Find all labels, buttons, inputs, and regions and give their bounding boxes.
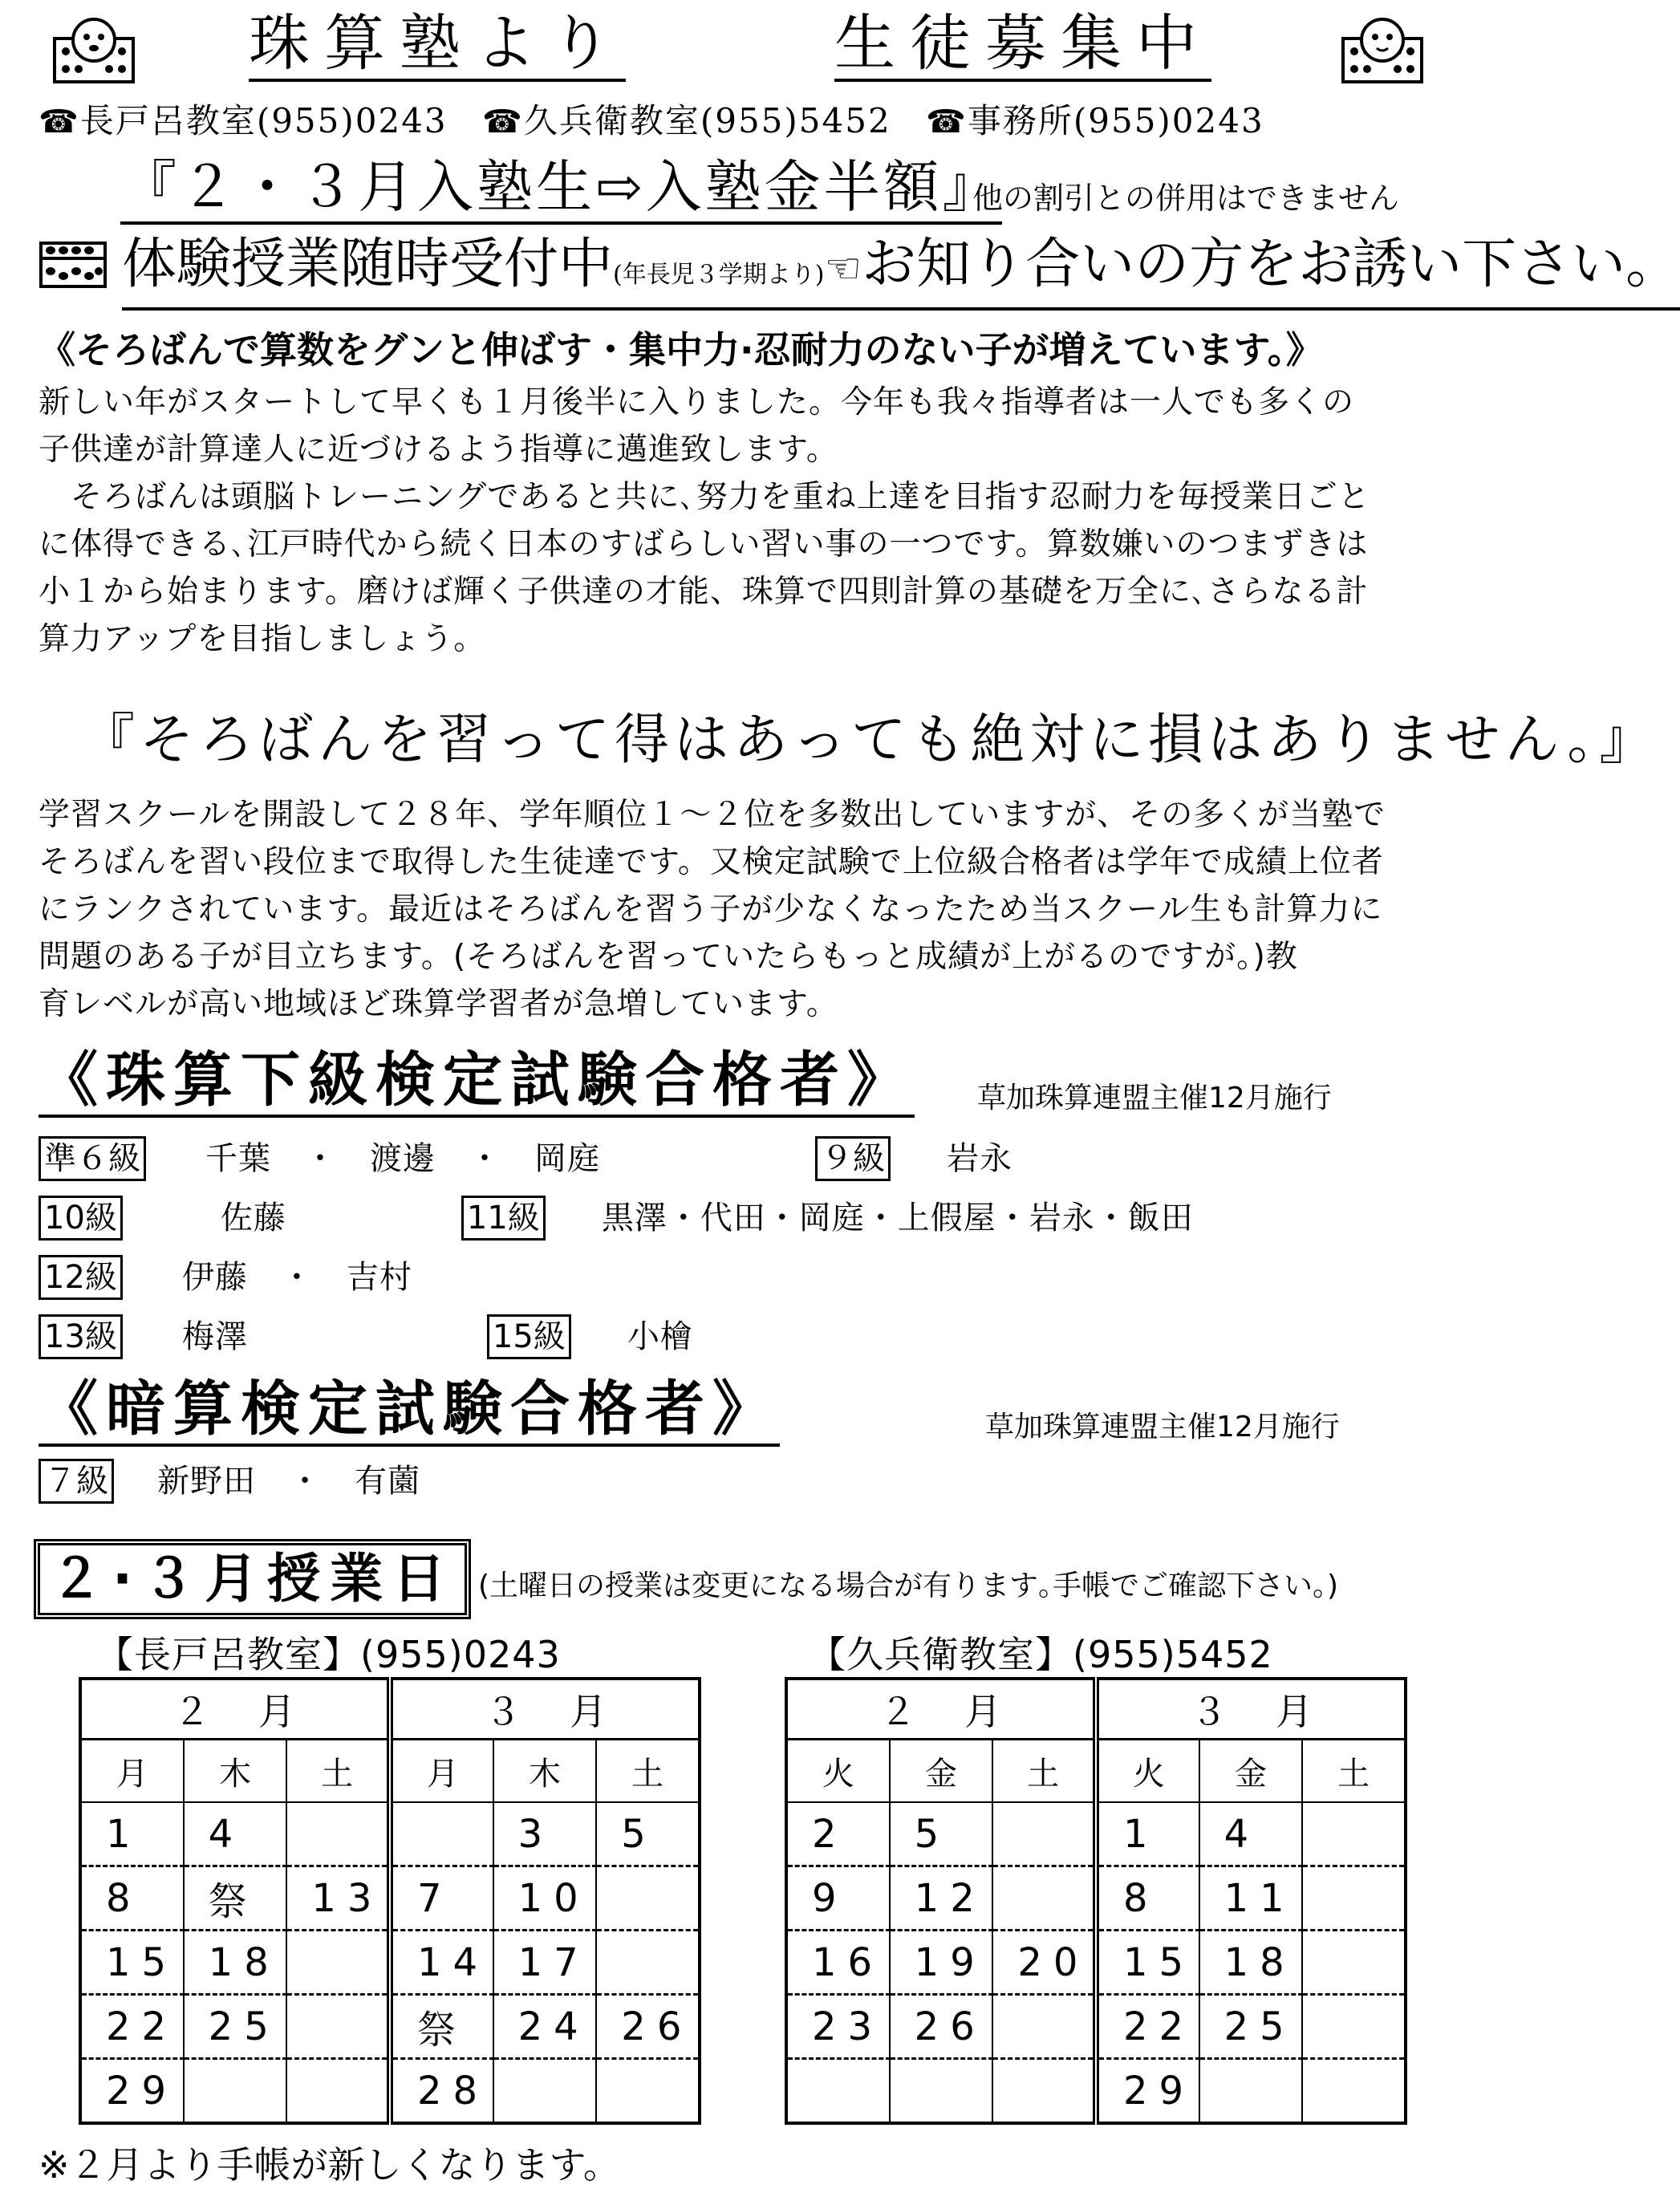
trial-banner (122, 233, 1680, 311)
paragraph-line: 子供達が計算達人に近づけるよう指導に邁進致します。 (39, 432, 838, 468)
paragraph-line: 算力アップを目指しましょう。 (39, 621, 486, 657)
month-header: ３月 (390, 1679, 700, 1740)
lesson-day-cell (596, 1931, 700, 1995)
passer-names: 伊藤 ・ 吉村 (181, 1259, 412, 1296)
lesson-day-cell: 8 (1096, 1866, 1199, 1931)
lesson-day-cell: 9 (786, 1866, 890, 1931)
passer-names: 千葉 ・ 渡邊 ・ 岡庭 (205, 1140, 600, 1177)
weekday-header: 木 (184, 1740, 287, 1803)
paragraph-line: 学習スクールを開設して２８年、学年順位１～２位を多数出していますが、その多くが当塾で (39, 797, 1386, 833)
lesson-day-cell: 16 (786, 1931, 890, 1995)
lesson-day-cell (1199, 2059, 1303, 2124)
lesson-day-cell: 1 (1096, 1802, 1199, 1866)
calendar-row (80, 2059, 700, 2124)
lesson-day-cell: 8 (80, 1866, 184, 1931)
campaign-headline: 『２・３月入塾生⇨入塾金半額』 (120, 152, 1002, 225)
passer-names: 岩永 (947, 1140, 1012, 1177)
result-row (39, 1459, 420, 1504)
calendar-row (80, 1931, 700, 1995)
lesson-day-cell (1302, 1802, 1406, 1866)
weekday-header: 金 (1199, 1740, 1303, 1803)
lesson-day-cell: 1 (80, 1802, 184, 1866)
lesson-day-cell (992, 1866, 1096, 1931)
result-row (39, 1255, 412, 1300)
paragraph-line: に体得できる､江戸時代から続く日本のすばらしい習い事の一つです。算数嫌いのつまずきは (39, 526, 1369, 562)
lesson-day-cell: 4 (1199, 1802, 1303, 1866)
telephone-icon: ☎ (482, 104, 524, 140)
grade-label: 15級 (487, 1314, 571, 1359)
lesson-day-cell (992, 1995, 1096, 2059)
phone-entry: 事務所(955)0243 (967, 101, 1264, 140)
calendar-row (786, 1931, 1406, 1995)
mental-exam-sponsor: 草加珠算連盟主催12月施行 (985, 1411, 1340, 1444)
lesson-day-cell: 11 (1199, 1866, 1303, 1931)
lesson-calendar-nagatoro (79, 1677, 701, 2125)
weekday-header: 木 (493, 1740, 597, 1803)
result-row (39, 1314, 693, 1359)
grade-label: 準６級 (39, 1136, 146, 1181)
paragraph-line: 育レベルが高い地域ほど珠算学習者が急増しています。 (39, 986, 838, 1022)
lesson-day-cell (786, 2059, 890, 2124)
month-header: ３月 (1096, 1679, 1406, 1740)
lesson-day-cell: 17 (493, 1931, 597, 1995)
abacus-mascot-icon (50, 14, 138, 87)
lesson-day-cell: 15 (1096, 1931, 1199, 1995)
lesson-day-cell: 5 (890, 1802, 993, 1866)
lesson-day-cell: 祭 (184, 1866, 287, 1931)
lesson-day-cell (390, 1802, 493, 1866)
calendar-row (80, 1866, 700, 1931)
pointing-hand-icon: ☜ (824, 245, 862, 293)
month-header: ２月 (80, 1679, 390, 1740)
lesson-day-cell: 23 (786, 1995, 890, 2059)
recruit-title: 生徒募集中 (834, 8, 1211, 82)
paragraph-line: そろばんは頭脳トレーニングであると共に､努力を重ね上達を目指す忍耐力を毎授業日ごと (39, 479, 1370, 515)
lesson-day-cell (286, 1931, 390, 1995)
lesson-day-cell: 2 (786, 1802, 890, 1866)
abacus-icon (39, 241, 108, 289)
lesson-day-cell: 29 (80, 2059, 184, 2124)
calendar-row (786, 2059, 1406, 2124)
paragraph-line: 小１から始まります。磨けば輝く子供達の才能、珠算で四則計算の基礎を万全に､さらなる計 (39, 574, 1369, 610)
lesson-day-cell (286, 1995, 390, 2059)
slogan-2: 『そろばんを習って得はあっても絶対に損はありません。』 (80, 709, 1659, 772)
grade-label: ７級 (39, 1459, 114, 1504)
paragraph-line: そろばんを習い段位まで取得した生徒達です。又検定試験で上位級合格者は学年で成績上位者 (39, 844, 1384, 880)
result-row (39, 1136, 1012, 1181)
lesson-day-cell (493, 2059, 597, 2124)
lesson-day-cell: 25 (184, 1995, 287, 2059)
lesson-day-cell (992, 1802, 1096, 1866)
lesson-day-cell (890, 2059, 993, 2124)
passer-names: 梅澤 (181, 1318, 248, 1355)
paragraph-line: 問題のある子が目立ちます。(そろばんを習っていたらもっと成績が上がるのですが｡)教 (39, 939, 1298, 975)
trial-sub: (年長児３学期より) (613, 261, 825, 289)
calendar-row (80, 1995, 700, 2059)
phone-entry: 長戸呂教室(955)0243 (79, 101, 448, 140)
lesson-day-cell (286, 2059, 390, 2124)
telephone-icon: ☎ (926, 104, 968, 140)
lesson-day-cell: 12 (890, 1866, 993, 1931)
slogan-1: 《そろばんで算数をグンと伸ばす・集中力·忍耐力のない子が増えています。》 (39, 328, 1323, 372)
abacus-mascot-icon (1338, 14, 1426, 87)
lesson-day-cell: 4 (184, 1802, 287, 1866)
phone-list (39, 95, 1264, 143)
lesson-day-cell: 15 (80, 1931, 184, 1995)
lesson-day-cell: 7 (390, 1866, 493, 1931)
lesson-day-cell (1302, 2059, 1406, 2124)
lesson-day-cell: 祭 (390, 1995, 493, 2059)
weekday-header: 金 (890, 1740, 993, 1803)
lesson-day-cell: 20 (992, 1931, 1096, 1995)
passer-names: 小檜 (627, 1318, 693, 1355)
calendar-row (786, 1995, 1406, 2059)
lesson-day-cell: 5 (596, 1802, 700, 1866)
lesson-day-cell (286, 1802, 390, 1866)
lesson-day-cell (596, 1866, 700, 1931)
weekday-header: 土 (596, 1740, 700, 1803)
weekday-header: 土 (992, 1740, 1096, 1803)
lesson-day-cell (1302, 1995, 1406, 2059)
mental-exam-title: 《暗算検定試験合格者》 (39, 1375, 780, 1443)
grade-label: ９級 (815, 1136, 891, 1181)
lesson-day-cell: 25 (1199, 1995, 1303, 2059)
grade-label: 12級 (39, 1255, 123, 1300)
lesson-day-cell: 18 (1199, 1931, 1303, 1995)
paragraph-line: 新しい年がスタートして早くも１月後半に入りました。今年も我々指導者は一人でも多くの (39, 384, 1355, 420)
calendar-row (80, 1802, 700, 1866)
passer-names: 新野田 ・ 有薗 (157, 1463, 420, 1500)
lesson-day-cell (596, 2059, 700, 2124)
trial-invite: お知り合いの方をお誘い下さい。 (862, 233, 1680, 296)
lesson-day-cell: 13 (286, 1866, 390, 1931)
classroom-name: 【久兵衛教室】(955)5452 (809, 1633, 1273, 1676)
weekday-header: 土 (286, 1740, 390, 1803)
telephone-icon: ☎ (39, 104, 80, 140)
result-row (39, 1196, 1194, 1241)
abacus-exam-sponsor: 草加珠算連盟主催12月施行 (977, 1082, 1332, 1115)
passer-names: 佐藤 (220, 1200, 286, 1236)
calendar-row (786, 1802, 1406, 1866)
lesson-day-cell: 26 (890, 1995, 993, 2059)
lesson-day-cell (1302, 1866, 1406, 1931)
lessons-note: (土曜日の授業は変更になる場合が有ります｡手帳でご確認下さい。) (478, 1569, 1339, 1602)
paragraph-line: にランクされています。最近はそろばんを習う子が少なくなったため当スクール生も計算力に (39, 891, 1383, 928)
campaign-note: 他の割引との併用はできません (972, 181, 1400, 216)
lesson-day-cell: 3 (493, 1802, 597, 1866)
lesson-day-cell: 19 (890, 1931, 993, 1995)
school-paragraph (39, 791, 1507, 1028)
weekday-header: 火 (1096, 1740, 1199, 1803)
grade-label: 11級 (461, 1196, 546, 1241)
weekday-header: 土 (1302, 1740, 1406, 1803)
passer-names: 黒澤・代田・岡庭・上假屋・岩永・飯田 (601, 1200, 1194, 1236)
school-title: 珠算塾より (249, 8, 626, 82)
lesson-day-cell: 29 (1096, 2059, 1199, 2124)
lesson-day-cell (992, 2059, 1096, 2124)
lesson-day-cell: 24 (493, 1995, 597, 2059)
lesson-day-cell: 22 (80, 1995, 184, 2059)
abacus-exam-title: 《珠算下級検定試験合格者》 (39, 1046, 915, 1114)
lesson-day-cell: 18 (184, 1931, 287, 1995)
lesson-day-cell: 26 (596, 1995, 700, 2059)
lesson-day-cell: 14 (390, 1931, 493, 1995)
lesson-day-cell: 10 (493, 1866, 597, 1931)
lesson-day-cell (1302, 1931, 1406, 1995)
month-header: ２月 (786, 1679, 1096, 1740)
grade-label: 13級 (39, 1314, 123, 1359)
lesson-calendar-kyubee (785, 1677, 1407, 2125)
lessons-title: ２·３月授業日 (34, 1539, 471, 1619)
lesson-day-cell: 22 (1096, 1995, 1199, 2059)
weekday-header: 月 (80, 1740, 184, 1803)
grade-label: 10級 (39, 1196, 123, 1241)
intro-paragraph (39, 379, 1507, 663)
phone-entry: 久兵衛教室(955)5452 (523, 101, 891, 140)
weekday-header: 月 (390, 1740, 493, 1803)
trial-main: 体験授業随時受付中 (122, 233, 614, 296)
calendar-row (786, 1866, 1406, 1931)
footnote: ※２月より手帳が新しくなります。 (39, 2143, 620, 2187)
classroom-name: 【長戸呂教室】(955)0243 (96, 1633, 561, 1676)
weekday-header: 火 (786, 1740, 890, 1803)
lesson-day-cell: 28 (390, 2059, 493, 2124)
lesson-day-cell (184, 2059, 287, 2124)
